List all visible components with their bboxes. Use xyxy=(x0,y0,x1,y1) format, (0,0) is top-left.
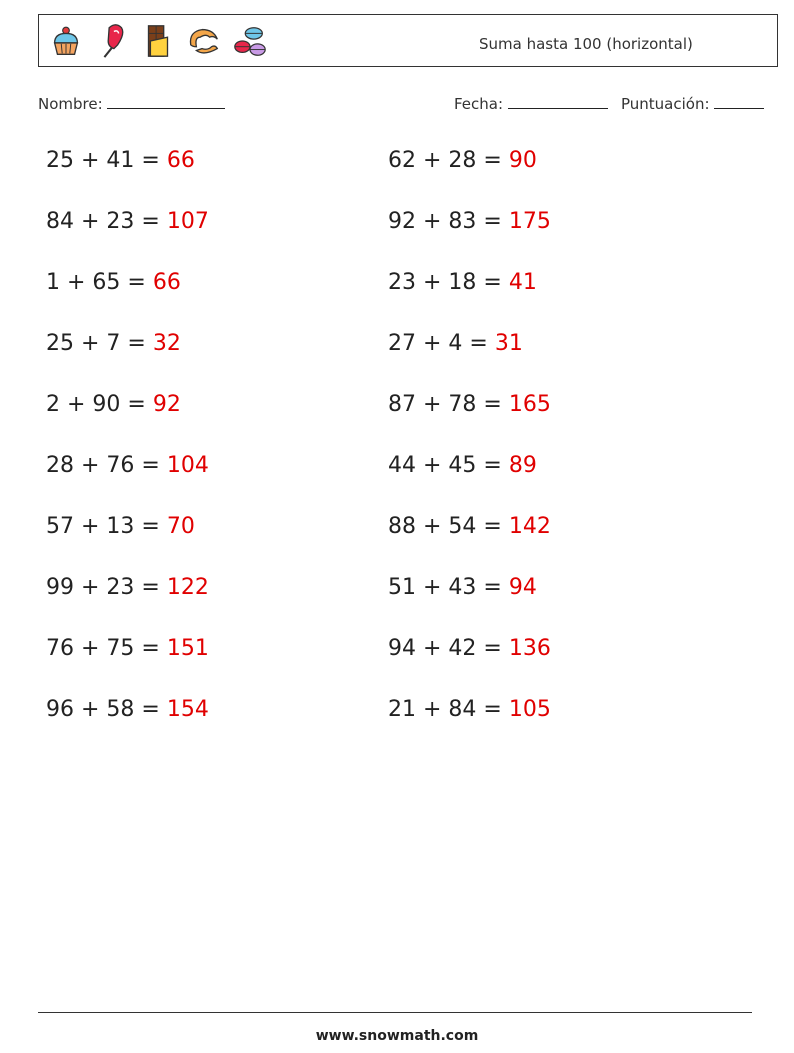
problem-question: 62 + 28 = xyxy=(388,148,509,173)
name-field xyxy=(38,94,225,113)
problem xyxy=(388,209,551,234)
chocolate-bar-icon xyxy=(139,22,177,60)
problem-question: 44 + 45 = xyxy=(388,453,509,478)
problem xyxy=(388,392,551,417)
problem-question: 76 + 75 = xyxy=(46,636,167,661)
problem-question: 94 + 42 = xyxy=(388,636,509,661)
name-line xyxy=(107,94,225,109)
name-label: Nombre: xyxy=(38,95,103,113)
date-line xyxy=(508,94,608,109)
problem-question: 92 + 83 = xyxy=(388,209,509,234)
problem-answer: 142 xyxy=(508,514,551,539)
problem-answer: 90 xyxy=(508,148,537,173)
problem-answer: 92 xyxy=(152,392,181,417)
problem xyxy=(388,636,551,661)
problem-answer: 89 xyxy=(508,453,537,478)
score-field xyxy=(621,94,764,113)
problem xyxy=(388,514,551,539)
problem xyxy=(46,514,195,539)
problem-question: 21 + 84 = xyxy=(388,697,509,722)
problem-question: 96 + 58 = xyxy=(46,697,167,722)
problem-question: 28 + 76 = xyxy=(46,453,167,478)
problem xyxy=(46,636,209,661)
problem xyxy=(388,148,537,173)
date-field xyxy=(454,94,608,113)
problem-answer: 136 xyxy=(508,636,551,661)
problem-question: 25 + 41 = xyxy=(46,148,167,173)
problem-question: 23 + 18 = xyxy=(388,270,509,295)
problem xyxy=(46,148,195,173)
problem-answer: 66 xyxy=(152,270,181,295)
problem xyxy=(46,331,181,356)
problem-answer: 70 xyxy=(166,514,195,539)
footer-site-link[interactable]: www.snowmath.com xyxy=(315,1028,479,1044)
problem xyxy=(46,453,209,478)
worksheet-title: Suma hasta 100 (horizontal) xyxy=(479,35,693,53)
problem-question: 99 + 23 = xyxy=(46,575,167,600)
ice-pop-icon xyxy=(93,22,131,60)
problem-answer: 107 xyxy=(166,209,209,234)
problem xyxy=(46,392,181,417)
problem xyxy=(388,575,537,600)
problem-question: 88 + 54 = xyxy=(388,514,509,539)
cupcake-icon xyxy=(47,22,85,60)
score-label: Puntuación: xyxy=(621,95,710,113)
problem-answer: 154 xyxy=(166,697,209,722)
problem-answer: 41 xyxy=(508,270,537,295)
problem xyxy=(388,697,551,722)
header-box xyxy=(38,14,778,67)
problem-answer: 94 xyxy=(508,575,537,600)
problem-question: 57 + 13 = xyxy=(46,514,167,539)
problem-question: 84 + 23 = xyxy=(46,209,167,234)
date-label: Fecha: xyxy=(454,95,504,113)
problem-answer: 175 xyxy=(508,209,551,234)
problem-question: 25 + 7 = xyxy=(46,331,153,356)
macaron-icon xyxy=(231,22,269,60)
problem xyxy=(46,575,209,600)
problem-answer: 165 xyxy=(508,392,551,417)
problem-question: 51 + 43 = xyxy=(388,575,509,600)
problem xyxy=(46,270,181,295)
problem xyxy=(46,209,209,234)
croissant-icon xyxy=(185,22,223,60)
problem-answer: 104 xyxy=(166,453,209,478)
problem xyxy=(388,453,537,478)
problem-answer: 31 xyxy=(494,331,523,356)
problem-question: 87 + 78 = xyxy=(388,392,509,417)
problem-answer: 151 xyxy=(166,636,209,661)
icon-strip xyxy=(47,21,269,61)
problem-answer: 122 xyxy=(166,575,209,600)
problem-question: 2 + 90 = xyxy=(46,392,153,417)
problem xyxy=(388,331,523,356)
problem-question: 1 + 65 = xyxy=(46,270,153,295)
problem-answer: 66 xyxy=(166,148,195,173)
problem xyxy=(46,697,209,722)
problem xyxy=(388,270,537,295)
problem-answer: 32 xyxy=(152,331,181,356)
problem-answer: 105 xyxy=(508,697,551,722)
score-line xyxy=(714,94,764,109)
problem-question: 27 + 4 = xyxy=(388,331,495,356)
footer-divider xyxy=(38,1012,752,1013)
